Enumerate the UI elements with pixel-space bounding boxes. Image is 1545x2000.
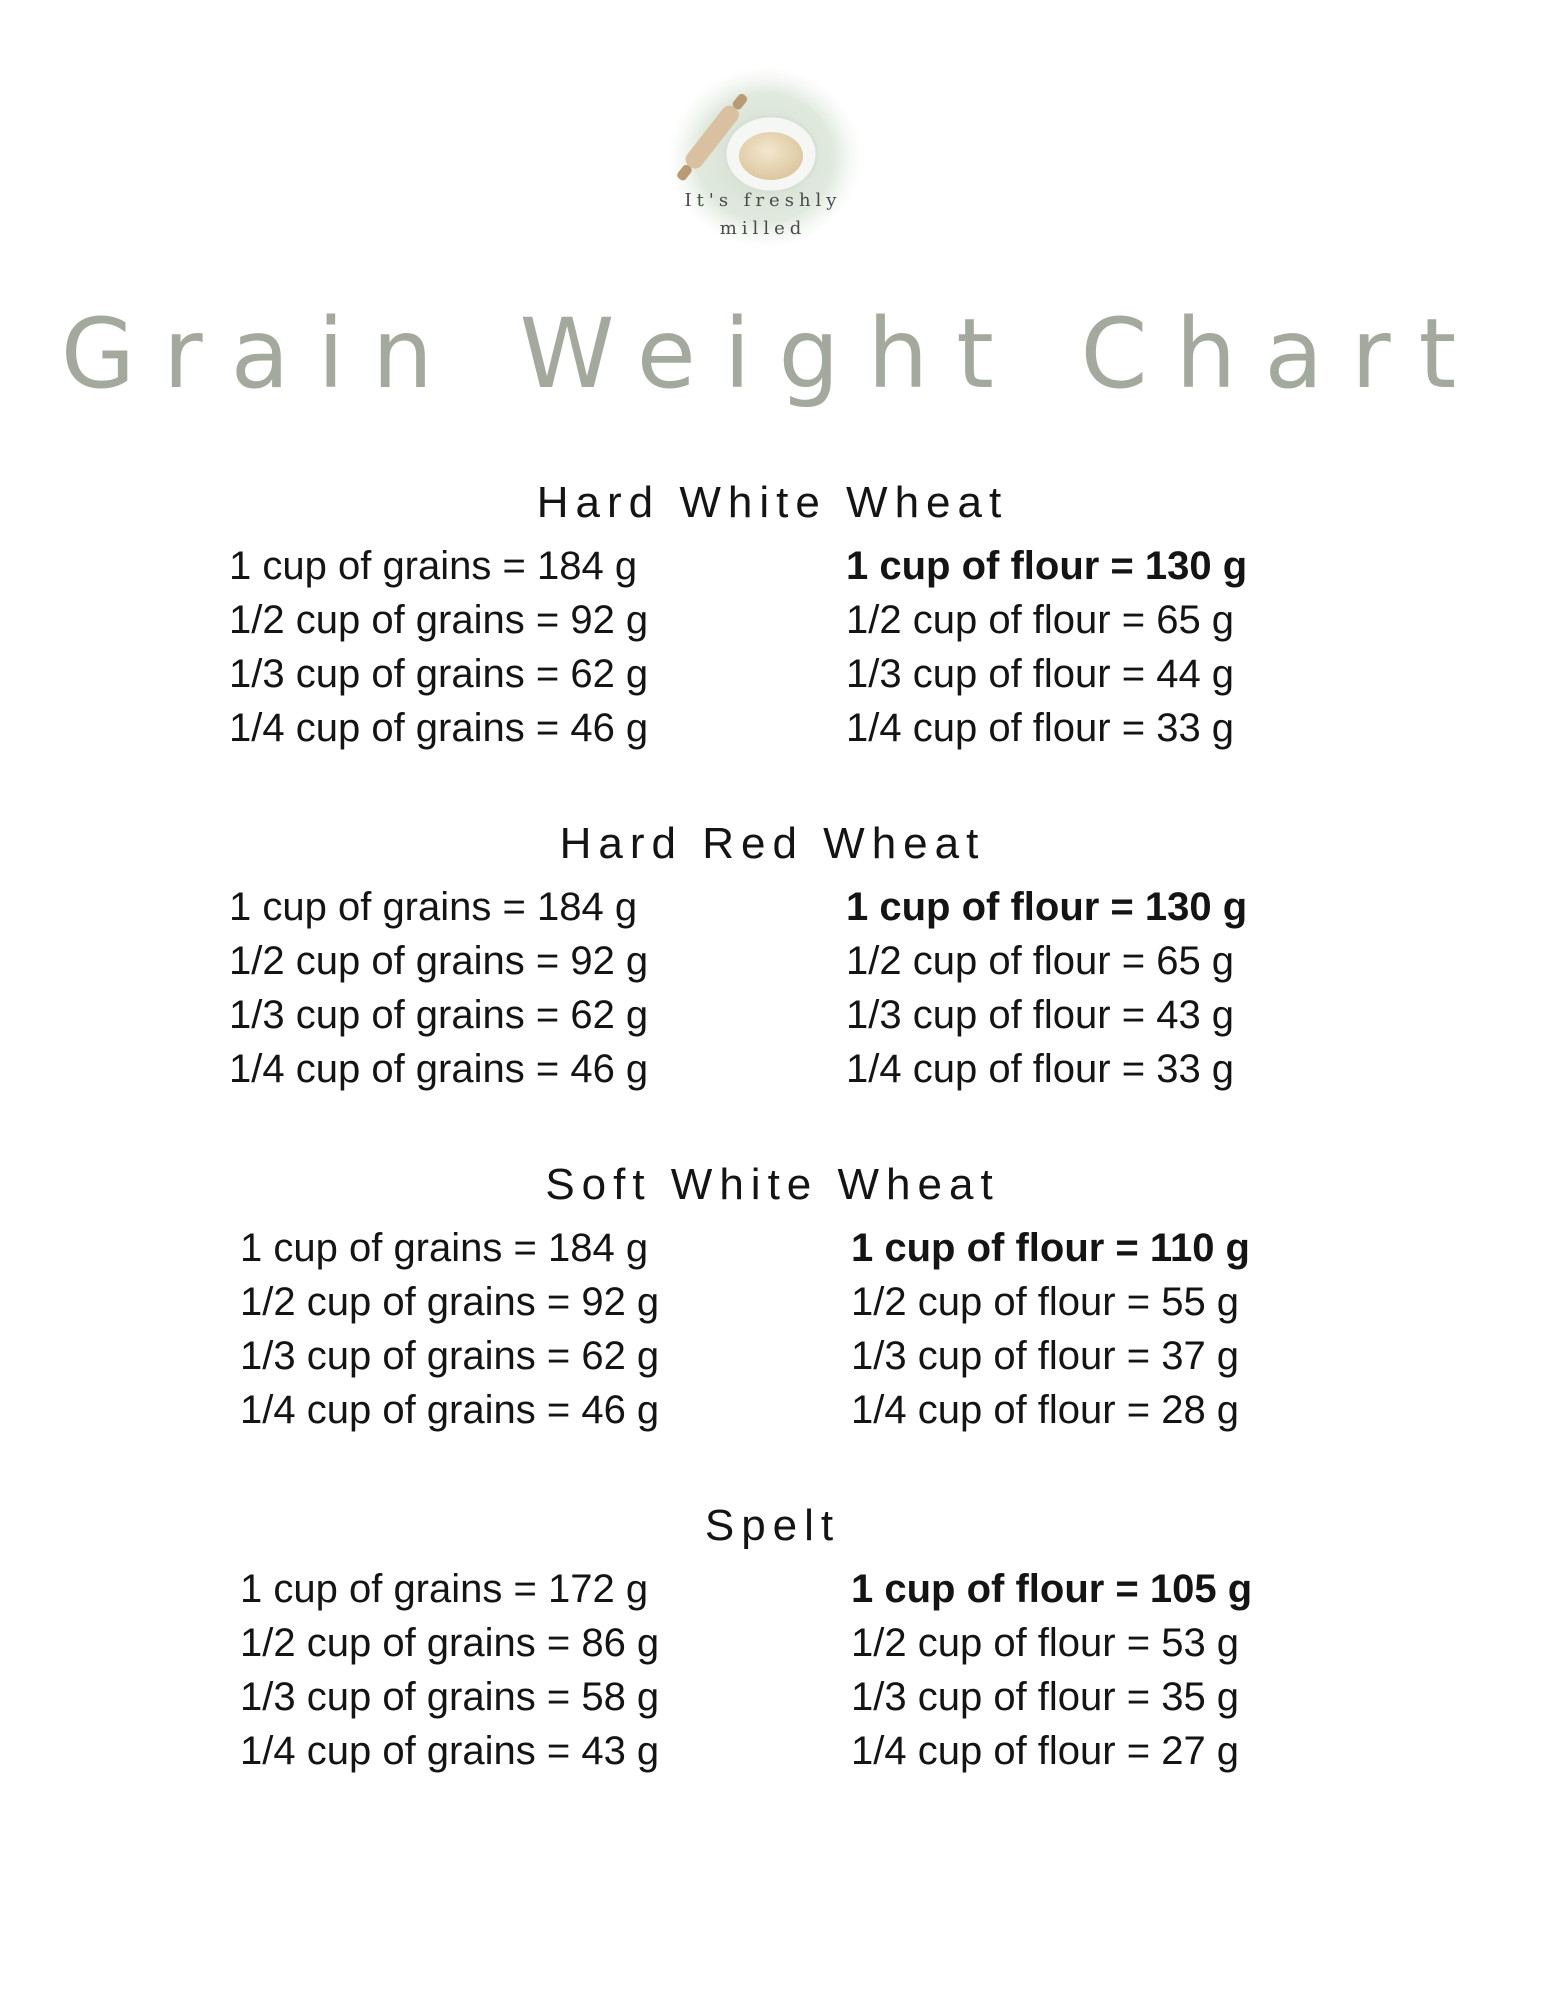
flour-row-highlight: 1 cup of flour = 130 g xyxy=(846,885,1248,929)
grains-column xyxy=(229,880,648,1096)
grains-column xyxy=(229,539,648,755)
grains-row: 1/2 cup of grains = 92 g xyxy=(240,1280,660,1324)
grains-row: 1/3 cup of grains = 62 g xyxy=(229,652,649,696)
flour-column xyxy=(846,880,1247,1096)
flour-row: 1/2 cup of flour = 53 g xyxy=(851,1621,1240,1665)
logo-tagline-line1: It's freshly xyxy=(684,190,842,211)
flour-row-highlight: 1 cup of flour = 110 g xyxy=(851,1226,1250,1270)
flour-row: 1/3 cup of flour = 35 g xyxy=(851,1675,1240,1719)
grains-column xyxy=(240,1221,659,1437)
page-title: Grain Weight Chart xyxy=(60,298,1485,410)
grains-row: 1/4 cup of grains = 43 g xyxy=(240,1729,660,1773)
flour-column xyxy=(851,1562,1252,1778)
flour-column xyxy=(851,1221,1250,1437)
section-heading: Hard White Wheat xyxy=(536,478,1009,527)
grains-row: 1 cup of grains = 172 g xyxy=(240,1567,649,1611)
flour-row: 1/2 cup of flour = 65 g xyxy=(846,598,1235,642)
grains-row: 1 cup of grains = 184 g xyxy=(229,544,638,588)
flour-row: 1/3 cup of flour = 37 g xyxy=(851,1334,1240,1378)
flour-row: 1/4 cup of flour = 33 g xyxy=(846,706,1235,750)
grains-column xyxy=(240,1562,659,1778)
grains-row: 1/2 cup of grains = 92 g xyxy=(229,598,649,642)
flour-row-highlight: 1 cup of flour = 130 g xyxy=(846,544,1248,588)
flour-row: 1/4 cup of flour = 27 g xyxy=(851,1729,1240,1773)
flour-row: 1/4 cup of flour = 33 g xyxy=(846,1047,1235,1091)
grains-row: 1 cup of grains = 184 g xyxy=(229,885,638,929)
grains-row: 1/3 cup of grains = 62 g xyxy=(229,993,649,1037)
flour-row-highlight: 1 cup of flour = 105 g xyxy=(851,1567,1253,1611)
section-heading: Spelt xyxy=(704,1501,841,1550)
grains-row: 1/2 cup of grains = 86 g xyxy=(240,1621,660,1665)
flour-row: 1/2 cup of flour = 55 g xyxy=(851,1280,1240,1324)
grains-row: 1/3 cup of grains = 58 g xyxy=(240,1675,660,1719)
grains-row: 1/4 cup of grains = 46 g xyxy=(240,1388,660,1432)
section-heading: Soft White Wheat xyxy=(545,1160,1000,1209)
flour-row: 1/3 cup of flour = 43 g xyxy=(846,993,1235,1037)
flour-row: 1/4 cup of flour = 28 g xyxy=(851,1388,1240,1432)
flour-row: 1/2 cup of flour = 65 g xyxy=(846,939,1235,983)
flour-column xyxy=(846,539,1247,755)
grains-row: 1/2 cup of grains = 92 g xyxy=(229,939,649,983)
flour-row: 1/3 cup of flour = 44 g xyxy=(846,652,1235,696)
grains-row: 1 cup of grains = 184 g xyxy=(240,1226,649,1270)
section-heading: Hard Red Wheat xyxy=(559,819,986,868)
grains-row: 1/4 cup of grains = 46 g xyxy=(229,1047,649,1091)
grains-row: 1/3 cup of grains = 62 g xyxy=(240,1334,660,1378)
brand-logo xyxy=(655,58,871,254)
logo-tagline-line2: milled xyxy=(719,218,807,239)
grains-row: 1/4 cup of grains = 46 g xyxy=(229,706,649,750)
